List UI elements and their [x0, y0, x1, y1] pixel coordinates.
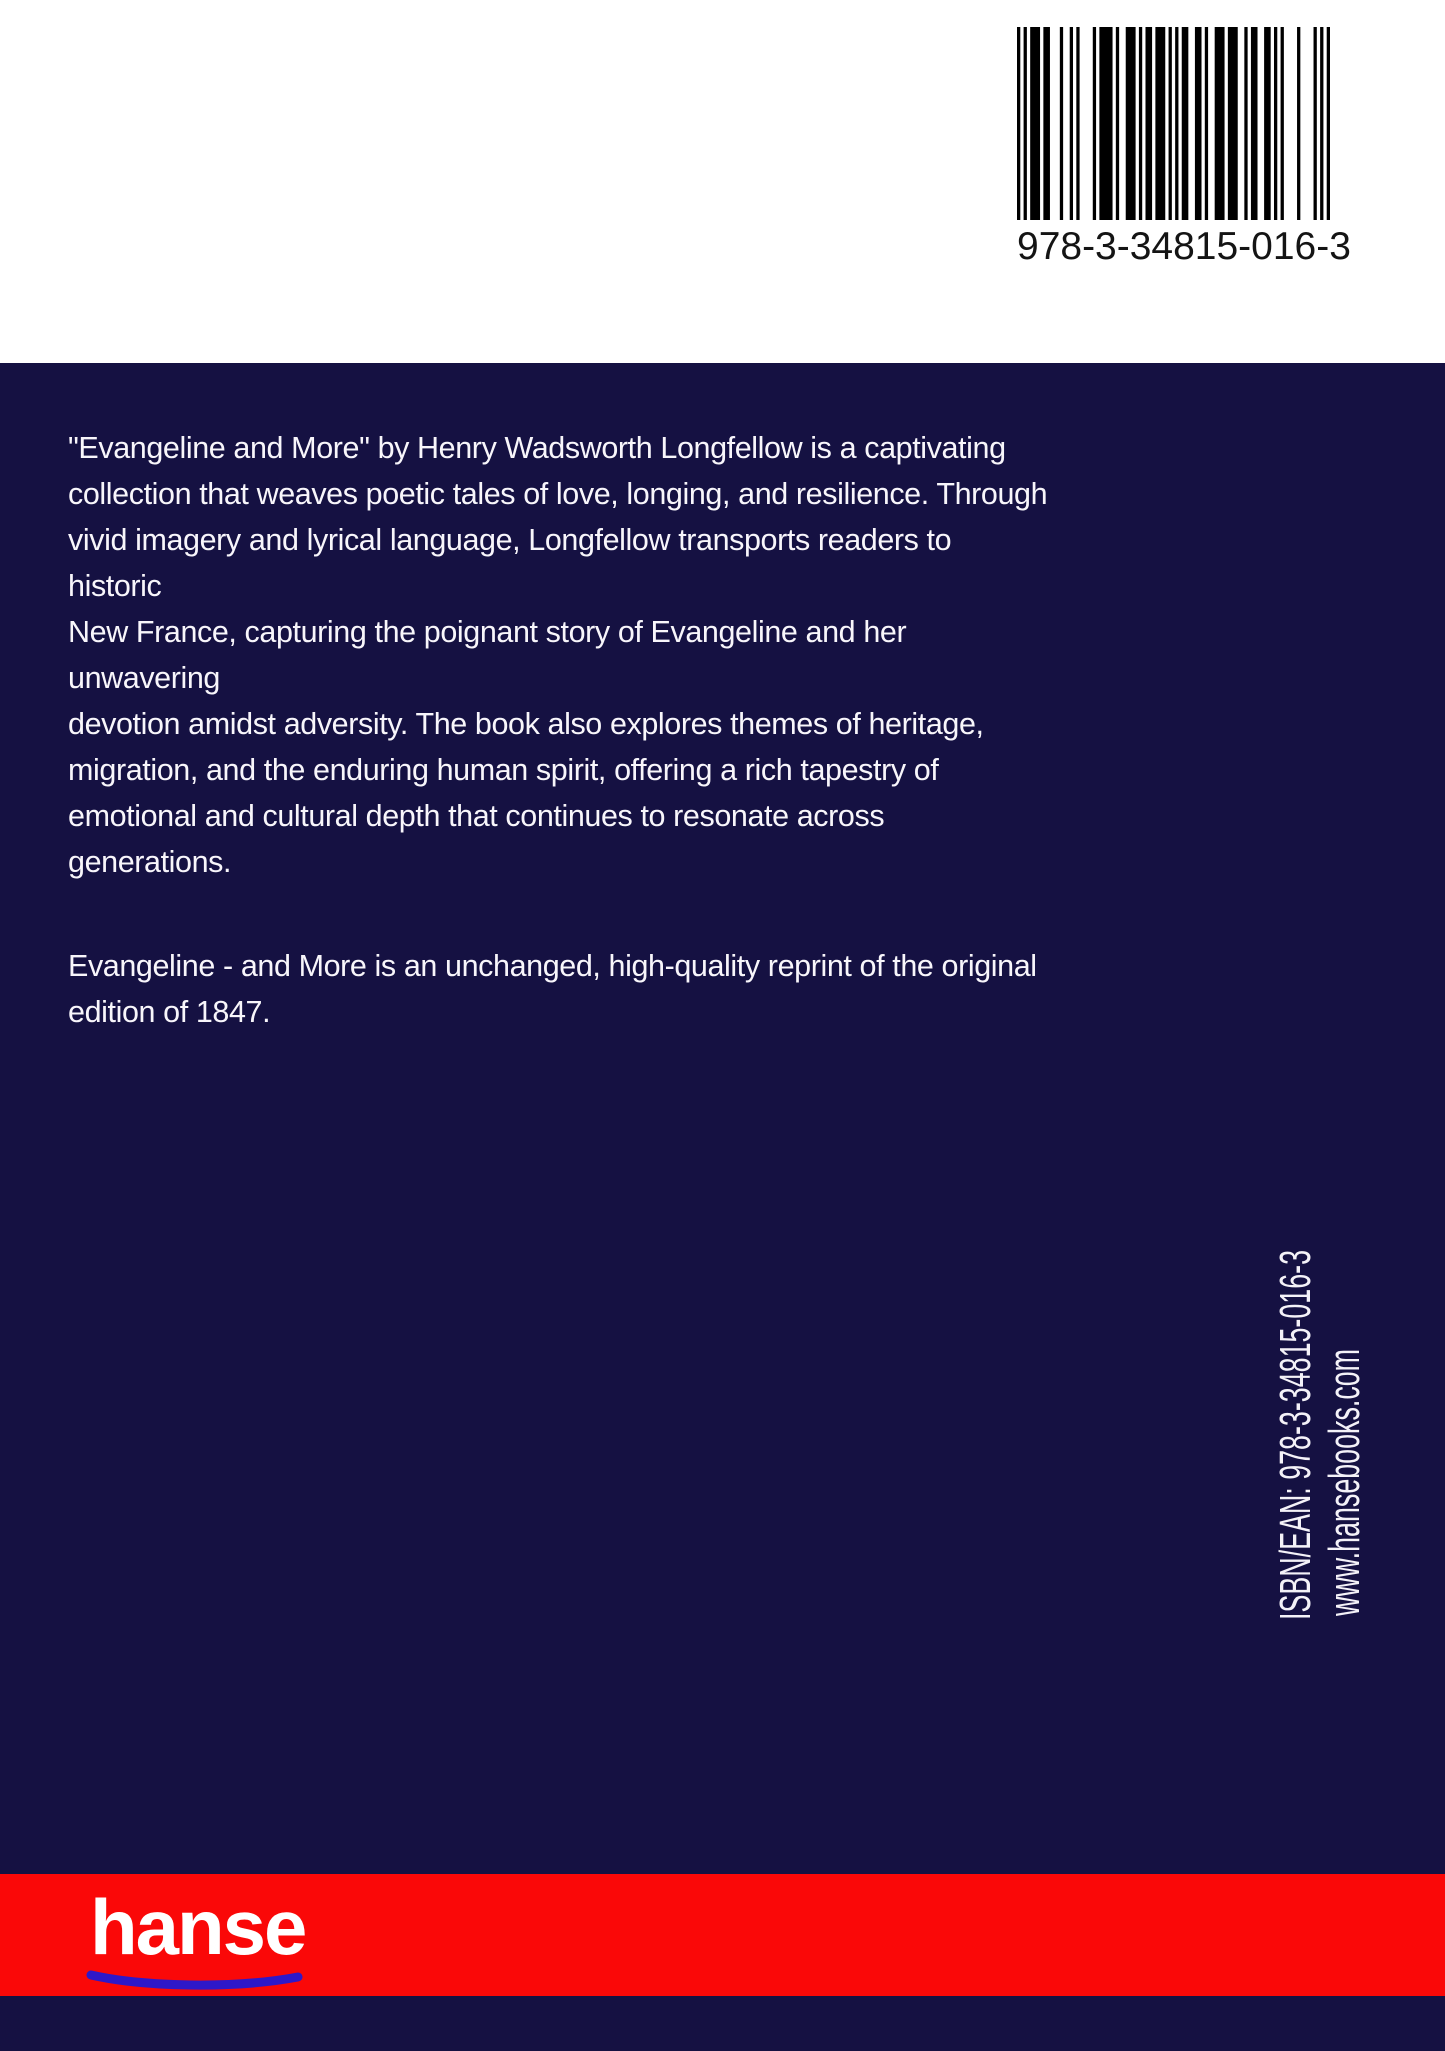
barcode-number: 978-3-34815-016-3 [1017, 225, 1351, 268]
barcode-block [1017, 27, 1351, 269]
hanse-logo [90, 1883, 320, 1994]
description-line: vivid imagery and lyrical language, Longfellow transports readers to historic [68, 523, 952, 603]
reprint-note-line: edition of 1847. [68, 995, 271, 1029]
publisher-bar [0, 1874, 1445, 1996]
description-line: "Evangeline and More" by Henry Wadsworth Longfellow is a captivating [68, 431, 1006, 465]
hanse-logo-text: hanse [90, 1883, 306, 1971]
description-line: devotion amidst adversity. The book also explores themes of heritage, [68, 707, 984, 741]
description-line: emotional and cultural depth that continues to resonate across generations. [68, 799, 885, 879]
hanse-logo-underline-swoosh [84, 1968, 306, 1994]
book-description [68, 425, 1048, 1035]
reprint-note-paragraph [68, 943, 1048, 1035]
description-line: collection that weaves poetic tales of love, longing, and resilience. Through [68, 477, 1048, 511]
description-line: New France, capturing the poignant story of Evangeline and her unwavering [68, 615, 907, 695]
description-section [0, 363, 1445, 2051]
description-paragraph [68, 425, 1048, 885]
isbn-ean-vertical-label: ISBN/EAN: 978-3-34815-016-3 [1271, 1249, 1320, 1620]
description-line: migration, and the enduring human spirit, offering a rich tapestry of [68, 753, 939, 787]
barcode-image [1017, 27, 1330, 220]
website-vertical-label: www.hansebooks.com [1320, 1348, 1369, 1616]
reprint-note-line: Evangeline - and More is an unchanged, high-quality reprint of the original [68, 949, 1037, 983]
